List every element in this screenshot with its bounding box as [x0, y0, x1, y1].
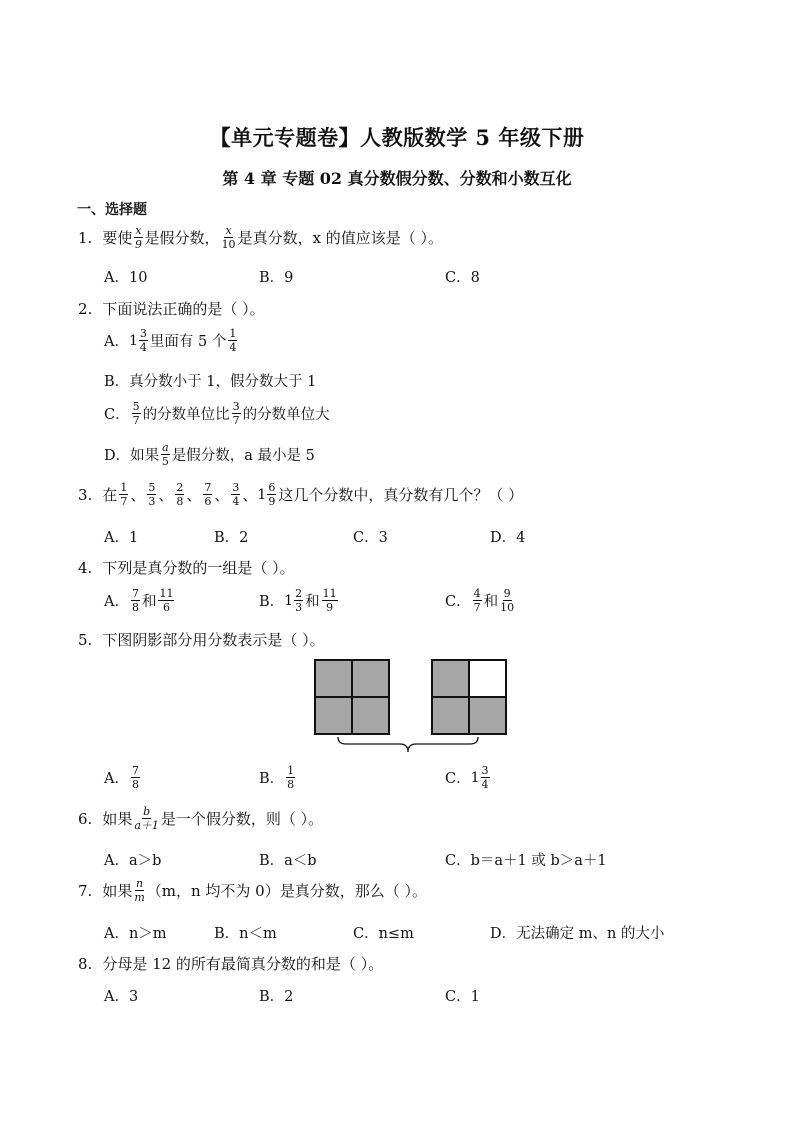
fraction: $\frac{1}{7}$ — [120, 481, 128, 508]
shaded-cell — [432, 660, 469, 697]
option-c[interactable]: C．3 — [353, 530, 388, 546]
option-a[interactable]: A． $\frac{7}{8}$ 和 $\frac{11}{6}$ — [104, 587, 174, 614]
shaded-cell — [315, 660, 352, 697]
fraction-list — [117, 482, 278, 507]
question-number: 2. — [78, 299, 93, 318]
shaded-cell — [469, 697, 506, 734]
question-2: 2. 下面说法正确的是（ ）。 — [78, 299, 265, 318]
option-a[interactable]: A．10 — [104, 270, 148, 286]
fraction: $\frac{9}{10}$ — [500, 587, 515, 614]
question-4: 4. 下列是真分数的一组是（ ）。 — [78, 558, 295, 577]
option-c[interactable]: C．8 — [445, 270, 480, 286]
shaded-cell — [315, 697, 352, 734]
option-c[interactable]: C． $\frac{5}{7}$ 的分数单位比 $\frac{3}{7}$ 的分数单位大 — [104, 400, 330, 427]
fraction-grid-partial — [431, 659, 507, 735]
option-d[interactable]: D．4 — [490, 530, 526, 546]
fraction: $\frac{11}{6}$ — [159, 587, 174, 614]
fraction: $\frac{3}{4}$ — [232, 481, 240, 508]
option-a[interactable]: A．1 — [104, 530, 139, 546]
fraction: $\frac{6}{9}$ — [268, 481, 276, 508]
fraction-whole: 1 — [257, 486, 267, 503]
fraction: $\frac{7}{8}$ — [131, 587, 139, 614]
option-c[interactable]: C．1 — [445, 989, 480, 1005]
question-number: 1. — [78, 228, 93, 247]
question-number: 7. — [78, 881, 93, 900]
curly-brace — [336, 736, 480, 758]
option-b[interactable]: B．n＜m — [214, 926, 277, 942]
separator: 、 — [130, 486, 146, 504]
separator: 、 — [186, 486, 202, 504]
fraction: $\frac{n}{m}$ — [134, 877, 145, 904]
fraction: $\frac{a}{5}$ — [161, 441, 169, 468]
fraction: $\frac{x}{10}$ — [221, 224, 236, 251]
question-number: 8. — [78, 954, 93, 973]
fraction: $\frac{1}{8}$ — [287, 764, 295, 791]
fraction: $\frac{1}{4}$ — [229, 327, 237, 354]
option-b[interactable]: B．9 — [259, 270, 294, 286]
page-subtitle: 第 4 章 专题 02 真分数假分数、分数和小数互化 — [222, 169, 572, 188]
fraction: $\frac{2}{3}$ — [295, 587, 303, 614]
option-b[interactable]: B．真分数小于 1，假分数大于 1 — [104, 374, 317, 390]
option-d[interactable]: D．无法确定 m、n 的大小 — [490, 926, 665, 942]
section-heading: 一、选择题 — [77, 202, 147, 218]
question-7: 7. 如果 $\frac{n}{m}$ （m，n 均不为 0）是真分数，那么（ ）。 — [78, 877, 427, 904]
option-b[interactable]: B．a＜b — [259, 853, 317, 869]
shaded-cell — [352, 697, 389, 734]
fraction: $\frac{11}{9}$ — [322, 587, 337, 614]
fraction: $\frac{x}{9}$ — [134, 224, 142, 251]
separator: 、 — [158, 486, 174, 504]
fraction: $\frac{3}{4}$ — [139, 327, 147, 354]
option-a[interactable]: A． $\frac{7}{8}$ — [104, 764, 139, 791]
fraction: $\frac{b}{a+1}$ — [134, 805, 159, 832]
question-number: 6. — [78, 809, 93, 828]
fraction: $\frac{5}{7}$ — [132, 400, 140, 427]
fraction: $\frac{4}{7}$ — [473, 587, 481, 614]
option-c[interactable]: C． $\frac{4}{7}$ 和 $\frac{9}{10}$ — [445, 587, 515, 614]
shaded-cell — [352, 660, 389, 697]
question-number: 4. — [78, 558, 93, 577]
option-b[interactable]: B．2 — [259, 989, 294, 1005]
question-6: 6. 如果 $\frac{b}{a+1}$ 是一个假分数，则（ ）。 — [78, 805, 324, 832]
option-c[interactable]: C．n≤m — [353, 926, 414, 942]
option-b[interactable]: B． 1 $\frac{2}{3}$ 和 $\frac{11}{9}$ — [259, 587, 337, 614]
separator: 、 — [242, 486, 258, 504]
question-8: 8. 分母是 12 的所有最简真分数的和是（ ）。 — [78, 954, 384, 973]
question-3: 3. 在 $\frac{1}{7}$ 、 $\frac{5}{3}$ 、 $\frac{2}{8}$ 、 $\frac{7}{6}$ 、 $\frac{3}{4}$ 、 1 $\frac{6}{9}$ 这几个分数中，真分数有几个？（ ） — [78, 481, 524, 508]
fraction-grid-full — [314, 659, 390, 735]
option-d[interactable]: D．如果 $\frac{a}{5}$ 是假分数，a 最小是 5 — [104, 441, 315, 468]
question-1: 1. 要使 $\frac{x}{9}$ 是假分数， $\frac{x}{10}$ 是真分数，x 的值应该是（ ）。 — [78, 224, 444, 251]
shaded-cell — [432, 697, 469, 734]
fraction: $\frac{2}{8}$ — [176, 481, 184, 508]
option-b[interactable]: B． $\frac{1}{8}$ — [259, 764, 295, 791]
option-a[interactable]: A． 1 $\frac{3}{4}$ 里面有 5 个 $\frac{1}{4}$ — [104, 327, 237, 354]
separator: 、 — [214, 486, 230, 504]
page-title: 【单元专题卷】人教版数学 5 年级下册 — [209, 125, 585, 150]
option-a[interactable]: A．n＞m — [104, 926, 167, 942]
question-number: 5. — [78, 630, 93, 649]
fraction: $\frac{5}{3}$ — [148, 481, 156, 508]
option-c[interactable]: C．b＝a＋1 或 b＞a＋1 — [445, 853, 607, 869]
option-c[interactable]: C． 1 $\frac{3}{4}$ — [445, 764, 489, 791]
question-5: 5. 下图阴影部分用分数表示是（ ）。 — [78, 630, 325, 649]
option-b[interactable]: B．2 — [214, 530, 249, 546]
fraction: $\frac{7}{8}$ — [131, 764, 139, 791]
option-a[interactable]: A．a＞b — [104, 853, 162, 869]
question-number: 3. — [78, 485, 93, 504]
fraction: $\frac{3}{7}$ — [232, 400, 240, 427]
option-a[interactable]: A．3 — [104, 989, 139, 1005]
fraction: $\frac{3}{4}$ — [481, 764, 489, 791]
unshaded-cell — [469, 660, 506, 697]
fraction: $\frac{7}{6}$ — [204, 481, 212, 508]
